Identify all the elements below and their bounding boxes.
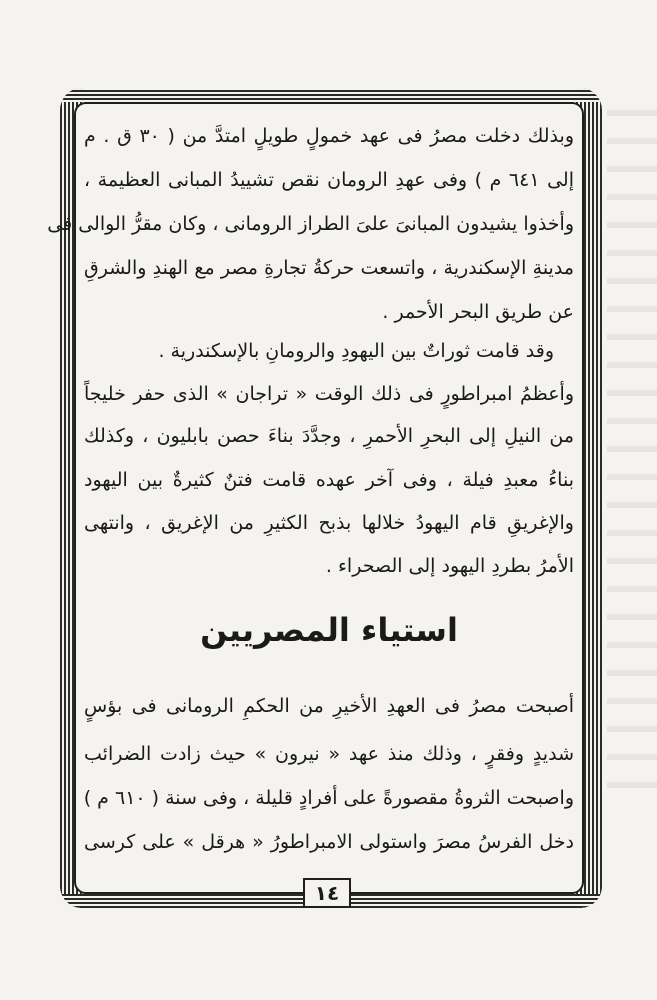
text-line: والإغريقِ قام اليهودُ خلالها بذبح الكثيرِ من الإغريق ، وانتهى: [84, 512, 574, 534]
text-line: الأمرُ بطردِ اليهود إلى الصحراء .: [325, 555, 574, 577]
page-content: [47, 112, 574, 872]
text-line: وقد قامت ثوراتٌ بين اليهودِ والرومانِ بالإسكندرية .: [158, 340, 554, 362]
bleed-through-texture: [607, 110, 657, 810]
section-heading: استياء المصريين: [200, 611, 458, 649]
text-line: وبذلك دخلت مصرُ فى عهد خمولٍ طويلٍ امتدَّ من ( ٣٠ ق . م: [84, 125, 574, 147]
text-line: دخل الفرسُ مصرَ واستولى الامبراطورُ « هرقل » على كرسى: [84, 831, 574, 853]
page-number: ١٤: [303, 878, 351, 908]
text-line: عن طريق البحر الأحمر .: [382, 301, 574, 323]
text-line: مدينةِ الإسكندرية ، واتسعت حركةُ تجارةِ مصر مع الهندِ والشرقِ: [84, 257, 574, 279]
text-line: واصبحت الثروةُ مقصورةً على أفرادٍ قليلة ، وفى سنة ( ٦١٠ م ): [83, 787, 574, 809]
text-line: أصبحت مصرُ فى العهدِ الأخيرِ من الحكمِ الرومانى فى بؤسٍ: [84, 695, 574, 717]
text-line: شديدٍ وفقرٍ ، وذلك منذ عهد « نيرون » حيث زادت الضرائب: [84, 743, 574, 765]
text-line: وأعظمُ امبراطورٍ فى ذلك الوقت « تراجان » الذى حفر خليجاً: [84, 383, 574, 405]
text-line: وأخذوا يشيدون المبانىَ علىَ الطراز الرومانى ، وكان مقرُّ الوالى فى: [47, 213, 574, 235]
text-line: إلى ٦٤١ م ) وفى عهدِ الرومان نقص تشييدُ المبانى العظيمة ،: [84, 169, 574, 191]
text-line: من النيلِ إلى البحرِ الأحمرِ ، وجدَّدَ بناءَ حصن بابليون ، وكذلك: [84, 425, 574, 447]
text-line: بناءُ معبدِ فيلة ، وفى آخر عهده قامت فتنٌ كثيرةٌ بين اليهود: [84, 469, 574, 491]
